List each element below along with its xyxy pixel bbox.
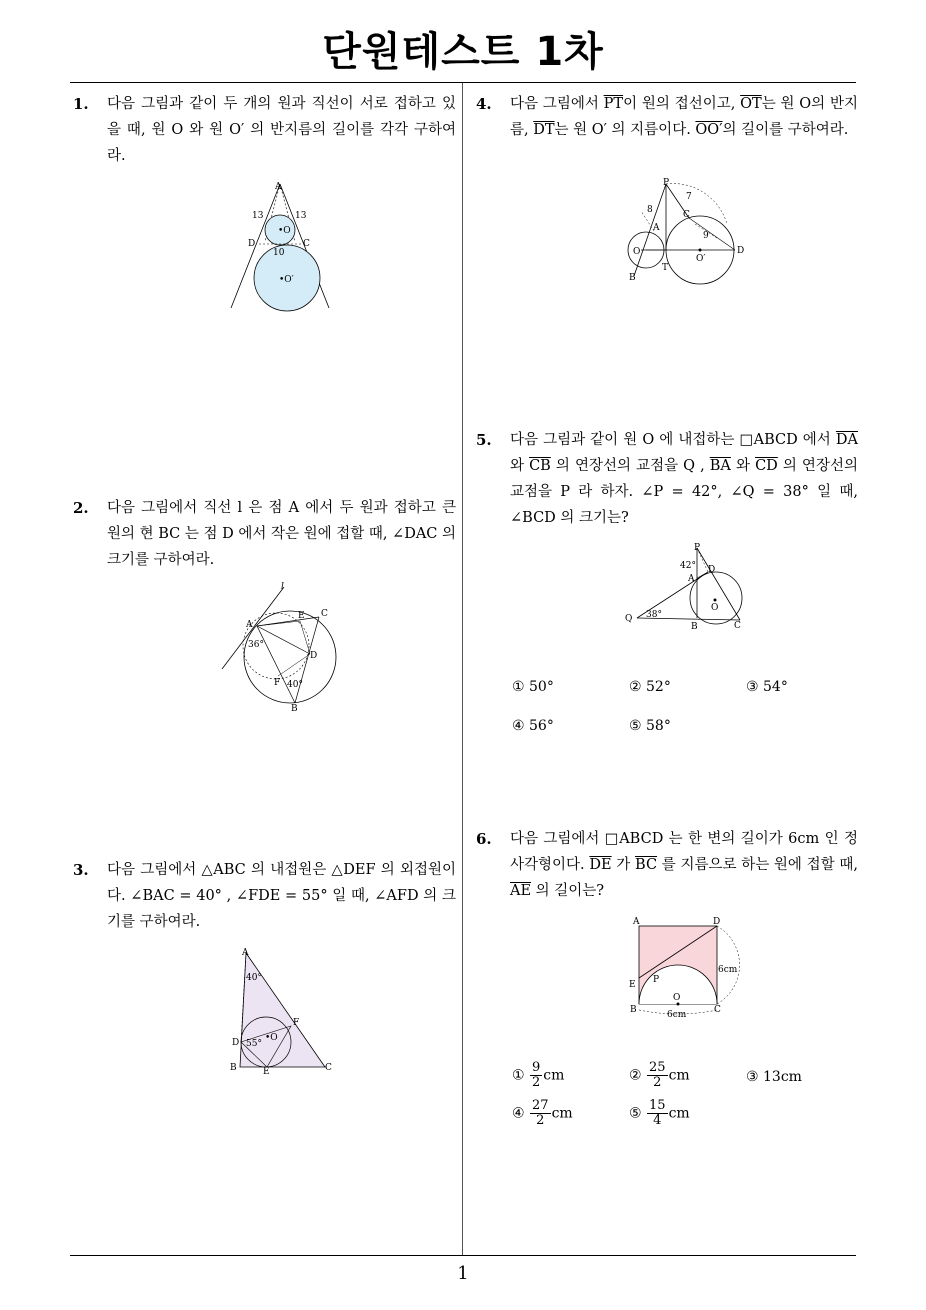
- label-13b: 13: [295, 211, 307, 221]
- problem-number: 3.: [73, 861, 89, 879]
- label-E: E: [298, 611, 305, 621]
- choice-2[interactable]: ② 52°: [629, 679, 671, 695]
- label-F: F: [293, 1018, 300, 1028]
- label-7: 7: [686, 192, 692, 202]
- label-D: D: [232, 1038, 240, 1048]
- label-P: P: [653, 975, 660, 985]
- problem-text: 다음 그림에서 직선 l 은 점 A 에서 두 원과 접하고 큰 원의 현 BC 는 점 D 에서 작은 원에 접할 때, ∠DAC 의 크기를 구하여라.: [107, 500, 457, 568]
- label-C: C: [325, 1063, 332, 1073]
- label-38: 38°: [646, 610, 662, 620]
- problem-number: 5.: [476, 431, 492, 449]
- choice-3[interactable]: ③ 54°: [746, 679, 788, 695]
- segment-DE: $\overline{DE}$: [589, 857, 612, 873]
- problem-number: 1.: [73, 95, 89, 113]
- label-13a: 13: [252, 211, 264, 221]
- label-F: F: [274, 678, 281, 688]
- label-B: B: [691, 622, 698, 632]
- choice-4[interactable]: ④ $\frac{27}{2}$ cm: [512, 1098, 573, 1128]
- problem-3: [73, 857, 456, 935]
- problem-2: [73, 495, 456, 573]
- problem-4-figure: [617, 176, 752, 284]
- problem-text: 다음 그림에서 △ABC 의 내접원은 △DEF 의 외접원이다. ∠BAC = 40° , ∠FDE = 55° 일 때, ∠AFD 의 크기를 구하여라.: [107, 862, 456, 930]
- label-42: 42°: [680, 561, 696, 571]
- problem-2-figure: [218, 583, 343, 715]
- label-B: B: [291, 704, 298, 714]
- label-Op: O′: [696, 254, 706, 264]
- problem-text: 다음 그림에서 $\overline{PT}$이 원의 접선이고, $\overline{OT}$는 원 O의 반지름, $\overline{DT}$는 원 O′ 의 지름이다. OO′의 길이를 구하여라.: [510, 96, 858, 138]
- segment-BA: $\overline{BA}$: [709, 458, 731, 474]
- problem-5: [476, 427, 858, 531]
- label-P: P: [694, 543, 701, 553]
- label-C: C: [683, 210, 690, 220]
- label-8: 8: [647, 205, 653, 215]
- label-O: O: [633, 247, 641, 257]
- segment-OT: $\overline{OT}$: [740, 96, 762, 112]
- segment-AE: $\overline{AE}$: [510, 883, 532, 899]
- problem-1-figure: [225, 178, 340, 313]
- label-A: A: [653, 223, 660, 233]
- label-P: P: [663, 178, 670, 188]
- label-D: D: [708, 565, 716, 575]
- problem-6: [476, 826, 858, 904]
- problem-text: 다음 그림과 같이 두 개의 원과 직선이 서로 접하고 있을 때, 원 O 와 원 O′ 의 반지름의 길이를 각각 구하여라.: [107, 96, 456, 164]
- problem-number: 6.: [476, 830, 492, 848]
- choice-1[interactable]: ① $\frac{9}{2}$ cm: [512, 1060, 565, 1090]
- problem-number: 4.: [476, 95, 492, 113]
- label-55: 55°: [246, 1039, 262, 1049]
- label-C: C: [734, 621, 741, 631]
- label-6cm-bottom: 6cm: [667, 1010, 687, 1020]
- choice-3[interactable]: ③ 13cm: [746, 1069, 802, 1085]
- problem-3-figure: [228, 945, 343, 1075]
- label-C: C: [321, 609, 328, 619]
- label-40: 40°: [246, 973, 262, 983]
- label-E: E: [263, 1067, 270, 1077]
- label-6cm-side: 6cm: [718, 965, 738, 975]
- segment-CD: $\overline{CD}$: [755, 458, 778, 474]
- label-A: A: [242, 948, 249, 958]
- label-9: 9: [703, 231, 709, 241]
- label-E: E: [629, 980, 636, 990]
- label-A: A: [688, 574, 695, 584]
- label-B: B: [629, 273, 636, 283]
- choice-1[interactable]: ① 50°: [512, 679, 554, 695]
- choice-2[interactable]: ② $\frac{25}{2}$ cm: [629, 1060, 690, 1090]
- problem-1: [73, 91, 456, 169]
- choice-5[interactable]: ⑤ $\frac{15}{4}$ cm: [629, 1098, 690, 1128]
- choice-4[interactable]: ④ 56°: [512, 718, 554, 734]
- label-O: •O: [265, 1033, 278, 1043]
- label-l: l: [281, 582, 284, 592]
- segment-CB: $\overline{CB}$: [529, 458, 551, 474]
- bottom-rule: [70, 1255, 856, 1256]
- label-Q: Q: [625, 614, 633, 624]
- choice-5[interactable]: ⑤ 58°: [629, 718, 671, 734]
- page-number: 1: [457, 1263, 469, 1284]
- label-40: 40°: [287, 680, 303, 690]
- label-A: A: [275, 182, 282, 192]
- segment-DA: $\overline{DA}$: [835, 432, 858, 448]
- label-D: D: [310, 651, 318, 661]
- problem-4: [476, 91, 858, 143]
- label-A: A: [633, 917, 640, 927]
- label-C: C: [714, 1005, 721, 1015]
- segment-OOp: OO′: [695, 122, 723, 138]
- problem-5-figure: [622, 542, 747, 634]
- label-O: O: [673, 993, 681, 1003]
- segment-PT: $\overline{PT}$: [603, 96, 624, 112]
- label-10: 10: [273, 248, 285, 258]
- problem-6-figure: [627, 914, 742, 1019]
- top-rule: [70, 82, 856, 83]
- label-T: T: [662, 263, 669, 273]
- label-36: 36°: [248, 640, 264, 650]
- label-C: C: [303, 239, 310, 249]
- label-O: •O: [278, 226, 291, 236]
- label-D: D: [248, 239, 256, 249]
- column-divider: [462, 83, 463, 1256]
- problem-number: 2.: [73, 499, 89, 517]
- label-D: D: [737, 246, 745, 256]
- label-B: B: [630, 1005, 637, 1015]
- problem-text: 다음 그림에서 □ABCD 는 한 변의 길이가 6cm 인 정사각형이다. $\overline{DE}$ 가 $\overline{BC}$ 를 지름으로 하는 원에 접할 때, $\overline{AE}$ 의 길이는?: [510, 831, 858, 899]
- label-A: A: [246, 620, 253, 630]
- label-O: O: [711, 603, 719, 613]
- page-title: 단원테스트 1차: [322, 29, 604, 75]
- segment-DT: $\overline{DT}$: [533, 122, 555, 138]
- label-D: D: [713, 917, 721, 927]
- segment-BC: $\overline{BC}$: [635, 857, 658, 873]
- label-B: B: [230, 1063, 237, 1073]
- label-Op: •O′: [279, 275, 294, 285]
- problem-text: 다음 그림과 같이 원 O 에 내접하는 □ABCD 에서 $\overline{DA}$ 와 $\overline{CB}$ 의 연장선의 교점을 Q , $\overline{BA}$ 와 $\overline{CD}$ 의 연장선의 교점을 P 라 하자. ∠P = 42°, ∠Q = 38° 일 때, ∠BCD 의 크기는?: [510, 432, 858, 526]
